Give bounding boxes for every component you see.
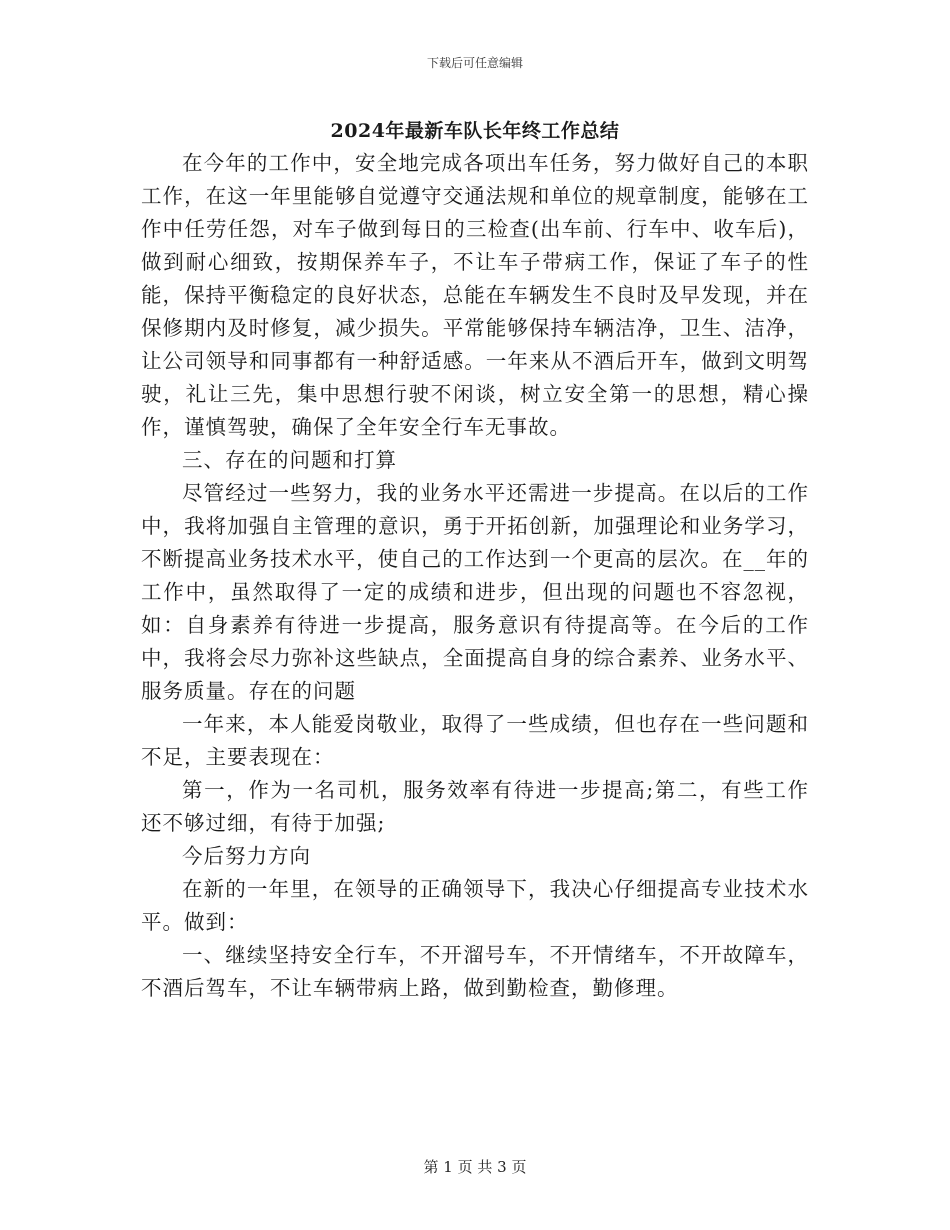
section-heading: 今后努力方向 [182, 844, 311, 868]
header-note: 下载后可任意编辑 [426, 56, 523, 70]
paragraph: 一年来，本人能爱岗敬业，取得了一些成绩，但也存在一些问题和不足，主要表现在： [141, 712, 809, 769]
paragraph: 在今年的工作中，安全地完成各项出车任务，努力做好自己的本职工作，在这一年里能够自觉遵守交通法规和单位的规章制度，能够在工作中任劳任怨，对车子做到每日的三检查(出车前、行车中、收车后)，做到耐心细致，按期保养车子，不让车子带病工作，保证了车子的性能，保持平衡稳定的良好状态，总能在车辆发生不良时及早发现，并在保修期内及时修复，减少损失。平常能够保持车辆洁净，卫生、洁净，让公司领导和同事都有一种舒适感。一年来从不酒后开车，做到文明驾驶，礼让三先，集中思想行驶不闲谈，树立安全第一的思想，精心操作，谨慎驾驶，确保了全年安全行车无事故。 [141, 151, 809, 439]
paragraph: 在新的一年里，在领导的正确领导下，我决心仔细提高专业技术水平。做到： [141, 877, 809, 934]
section-heading: 三、存在的问题和打算 [182, 448, 397, 472]
document-title: 2024年最新车队长年终工作总结 [330, 120, 620, 142]
paragraph: 第一，作为一名司机，服务效率有待进一步提高;第二，有些工作还不够过细，有待于加强; [141, 778, 809, 835]
page-indicator: 第 1 页 共 3 页 [423, 1158, 527, 1176]
paragraph: 尽管经过一些努力，我的业务水平还需进一步提高。在以后的工作中，我将加强自主管理的意识，勇于开拓创新，加强理论和业务学习，不断提高业务技术水平，使自己的工作达到一个更高的层次。在__年的工作中，虽然取得了一定的成绩和进步，但出现的问题也不容忽视，如：自身素养有待进一步提高，服务意识有待提高等。在今后的工作中，我将会尽力弥补这些缺点，全面提高自身的综合素养、业务水平、服务质量。存在的问题 [141, 481, 809, 703]
document-body [141, 147, 809, 1005]
paragraph: 一、继续坚持安全行车，不开溜号车，不开情绪车，不开故障车，不酒后驾车，不让车辆带病上路，做到勤检查，勤修理。 [141, 943, 809, 1000]
